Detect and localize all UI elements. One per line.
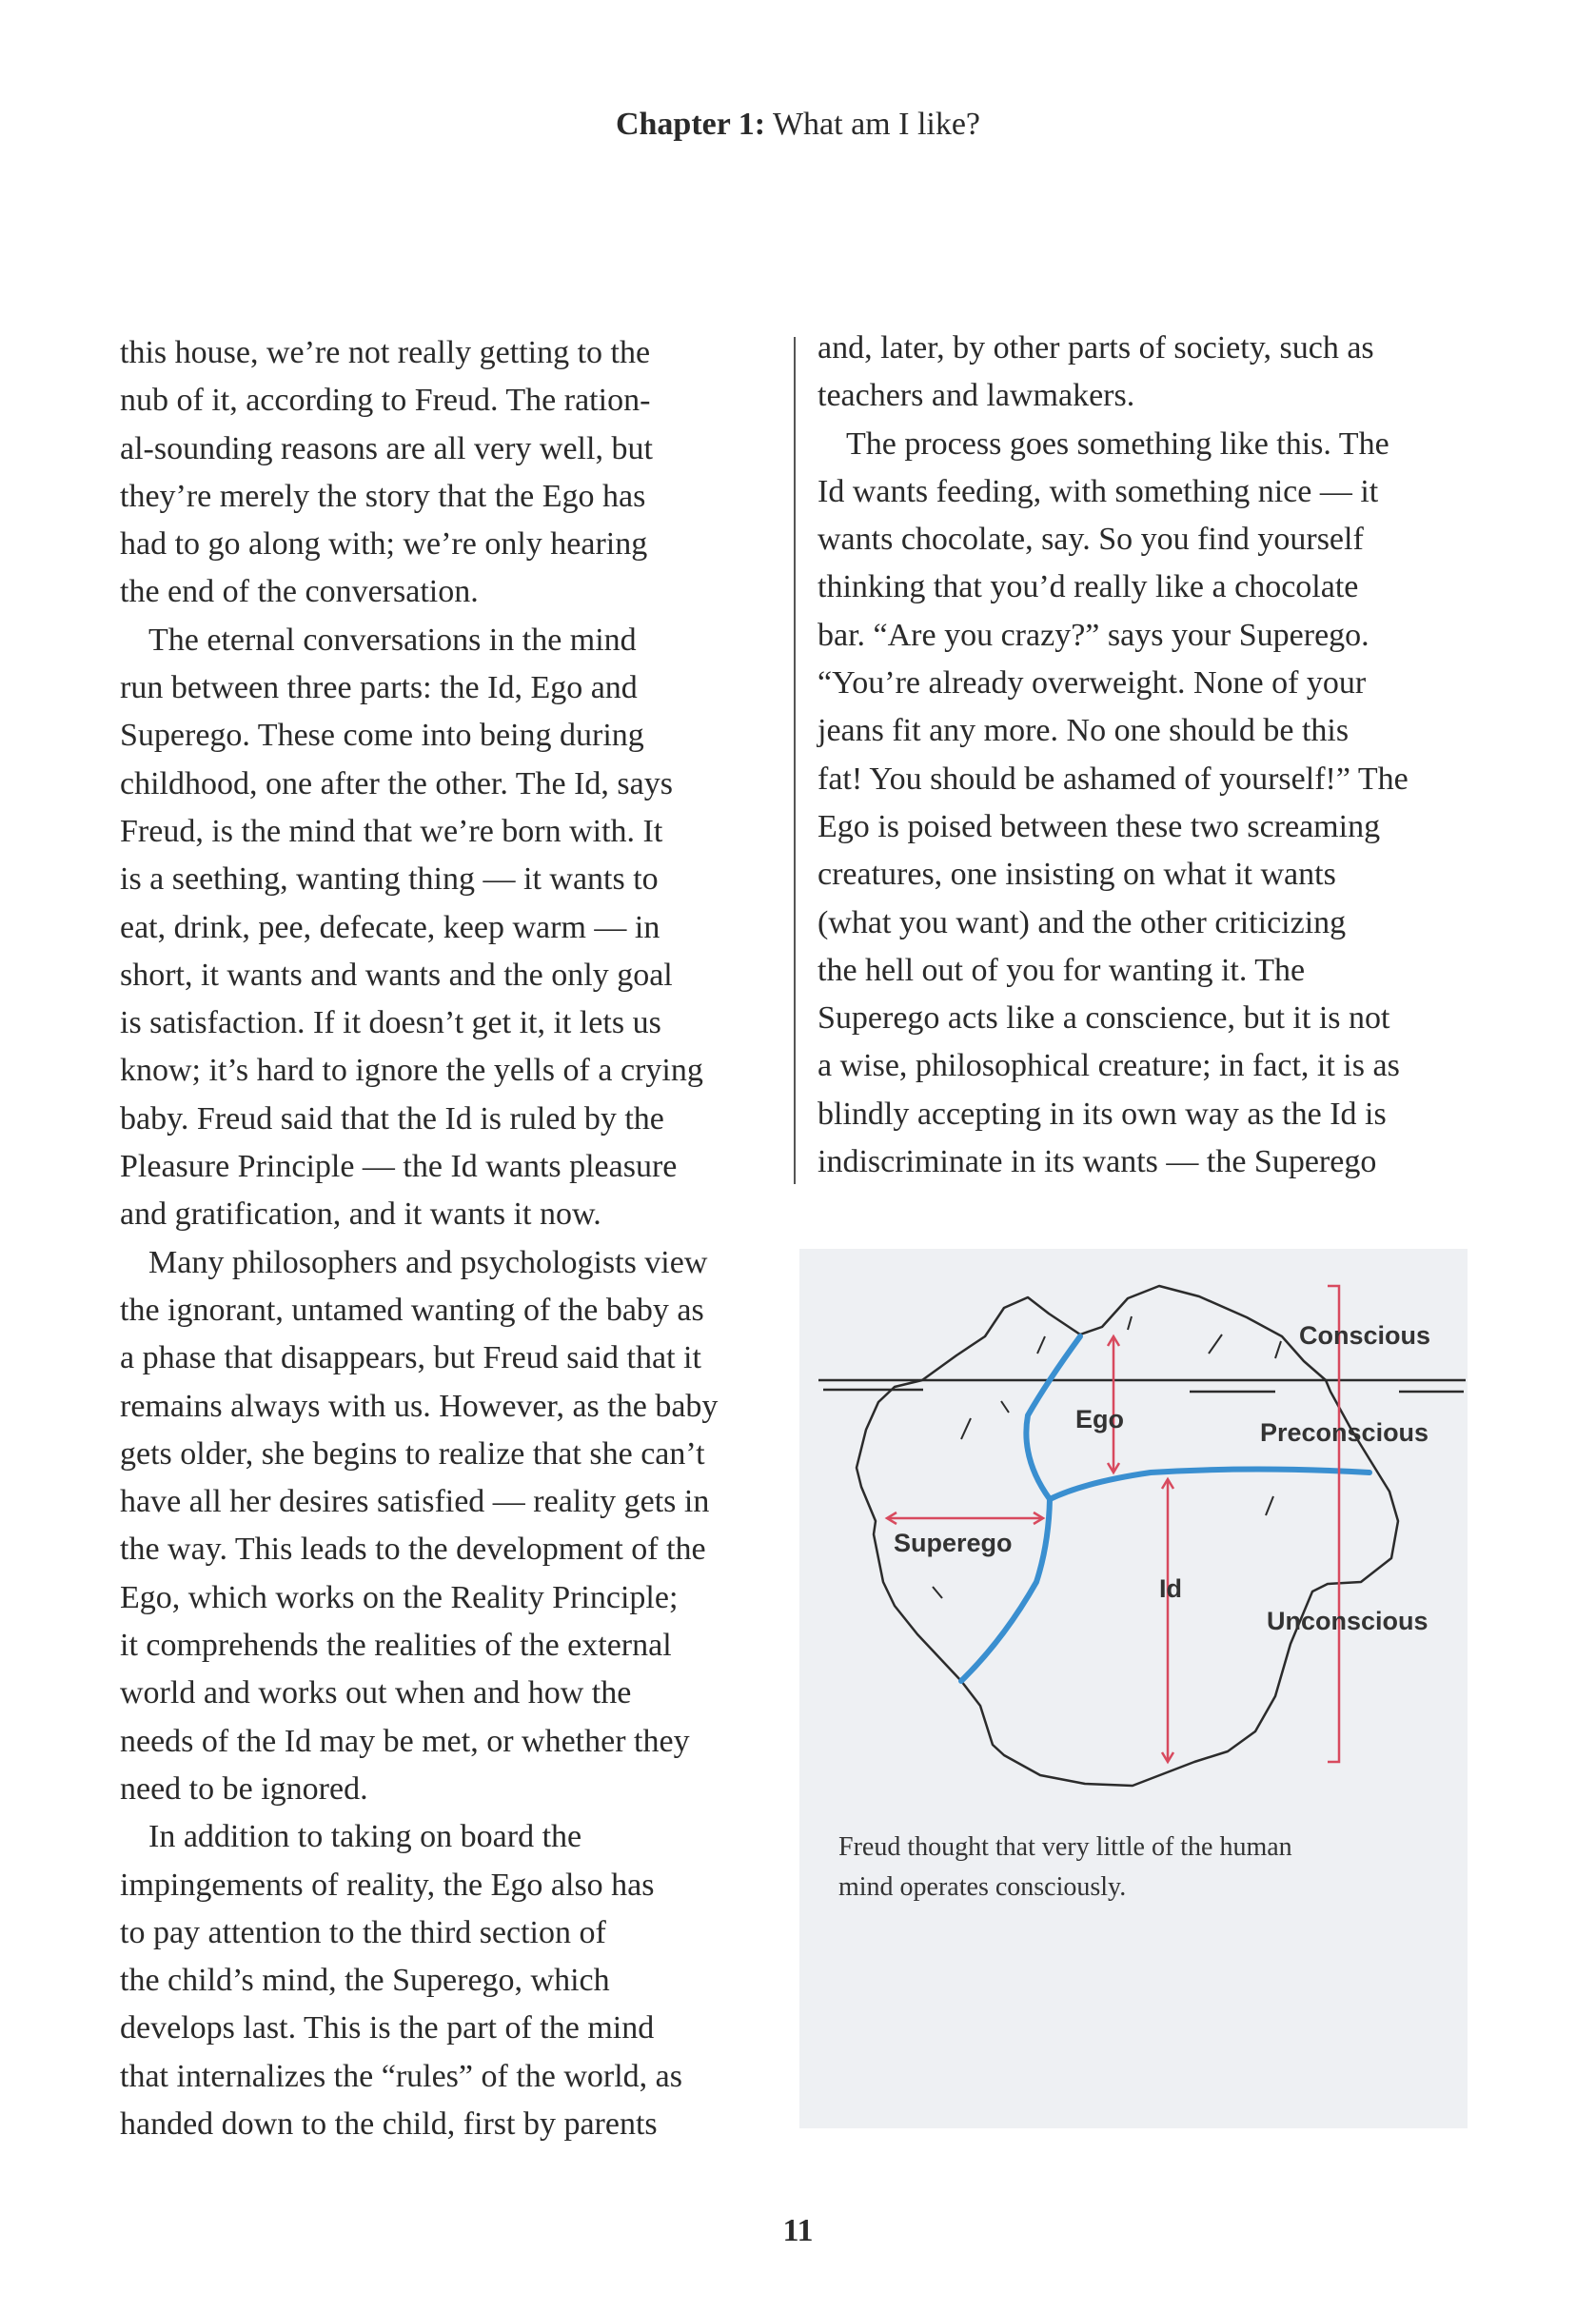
level-bracket — [1328, 1286, 1339, 1762]
chapter-title: What am I like? — [772, 107, 981, 142]
page-number: 11 — [782, 2213, 814, 2248]
label-conscious: Conscious — [1299, 1321, 1431, 1350]
text-line: baby. Freud said that the Id is ruled by the — [120, 1100, 664, 1137]
text-line: “You’re already overweight. None of your — [818, 665, 1367, 702]
text-line: In addition to taking on board the — [148, 1819, 582, 1855]
text-line: bar. “Are you crazy?” says your Superego. — [818, 617, 1369, 653]
iceberg-diagram — [799, 1249, 1468, 2128]
text-line: and gratification, and it wants it now. — [120, 1196, 601, 1233]
text-line: handed down to the child, first by parents — [120, 2105, 658, 2142]
text-line: childhood, one after the other. The Id, says — [120, 765, 673, 801]
text-line: Superego. These come into being during — [120, 718, 644, 754]
label-superego: Superego — [894, 1529, 1013, 1557]
column-divider — [794, 337, 796, 1184]
text-line: blindly accepting in its own way as the Id is — [818, 1096, 1387, 1132]
chapter-number: Chapter 1: — [615, 107, 766, 142]
text-line: (what you want) and the other criticizing — [818, 904, 1347, 940]
text-line: and, later, by other parts of society, such as — [818, 330, 1374, 366]
text-line: Superego acts like a conscience, but it is not — [818, 1000, 1390, 1037]
figure-caption — [838, 1828, 1292, 1908]
text-line: nub of it, according to Freud. The ration- — [120, 383, 651, 419]
text-line: Id wants feeding, with something nice — it — [818, 473, 1379, 509]
label-ego: Ego — [1075, 1405, 1124, 1433]
text-line: Pleasure Principle — the Id wants pleasure — [120, 1149, 678, 1185]
text-line: to pay attention to the third section of — [120, 1914, 606, 1950]
text-line: this house, we’re not really getting to the — [120, 335, 651, 370]
text-line: the end of the conversation. — [120, 574, 479, 610]
caption-line: Freud thought that very little of the human — [838, 1832, 1292, 1862]
text-line: need to be ignored. — [120, 1770, 368, 1807]
text-line: needs of the Id may be met, or whether they — [120, 1723, 690, 1759]
text-line: creatures, one insisting on what it wants — [818, 857, 1336, 893]
text-line: Many philosophers and psychologists view — [148, 1244, 708, 1280]
running-header — [0, 107, 1596, 143]
text-line: indiscriminate in its wants — the Superego — [818, 1144, 1377, 1180]
text-line: The process goes something like this. The — [846, 425, 1389, 462]
text-line: know; it’s hard to ignore the yells of a crying — [120, 1053, 703, 1089]
text-line: the way. This leads to the development of the — [120, 1532, 706, 1568]
text-line: it comprehends the realities of the external — [120, 1628, 672, 1664]
label-id: Id — [1159, 1574, 1182, 1603]
text-line: gets older, she begins to realize that she can’t — [120, 1435, 705, 1472]
left-column-text — [120, 329, 718, 2148]
text-line: they’re merely the story that the Ego has — [120, 478, 646, 514]
text-line: is a seething, wanting thing — it wants to — [120, 861, 659, 898]
text-line: Ego, which works on the Reality Principle; — [120, 1579, 679, 1615]
text-line: is satisfaction. If it doesn’t get it, it lets us — [120, 1005, 661, 1041]
text-line: have all her desires satisfied — reality gets in — [120, 1484, 710, 1520]
text-line: jeans fit any more. No one should be this — [818, 713, 1350, 749]
text-line: impingements of reality, the Ego also has — [120, 1867, 655, 1903]
text-line: that internalizes the “rules” of the world, as — [120, 2058, 682, 2094]
text-line: al-sounding reasons are all very well, but — [120, 430, 653, 466]
caption-line: mind operates consciously. — [838, 1872, 1127, 1902]
text-line: teachers and lawmakers. — [818, 378, 1135, 414]
text-line: run between three parts: the Id, Ego and — [120, 670, 638, 706]
text-line: world and works out when and how the — [120, 1675, 632, 1711]
text-line: Ego is poised between these two screaming — [818, 808, 1381, 844]
text-line: the hell out of you for wanting it. The — [818, 952, 1306, 988]
text-line: a wise, philosophical creature; in fact, it is as — [818, 1048, 1400, 1084]
superego-ego-boundary — [961, 1336, 1080, 1681]
text-line: the ignorant, untamed wanting of the baby as — [120, 1292, 704, 1328]
text-line: fat! You should be ashamed of yourself!” The — [818, 761, 1409, 797]
label-preconscious: Preconscious — [1260, 1418, 1429, 1447]
text-line: short, it wants and wants and the only goal — [120, 957, 673, 993]
text-line: had to go along with; we’re only hearing — [120, 526, 648, 563]
text-line: the child’s mind, the Superego, which — [120, 1963, 610, 1999]
text-line: remains always with us. However, as the baby — [120, 1388, 719, 1424]
text-line: eat, drink, pee, defecate, keep warm — in — [120, 909, 660, 945]
ego-id-boundary — [1050, 1470, 1369, 1500]
text-line: a phase that disappears, but Freud said that it — [120, 1340, 701, 1376]
text-line: Freud, is the mind that we’re born with. It — [120, 813, 663, 849]
right-column-text — [818, 325, 1409, 1186]
label-unconscious: Unconscious — [1267, 1607, 1429, 1635]
iceberg-illustration — [799, 1249, 1468, 2128]
text-line: develops last. This is the part of the mind — [120, 2010, 655, 2046]
text-line: thinking that you’d really like a chocolate — [818, 569, 1359, 605]
text-line: The eternal conversations in the mind — [148, 622, 637, 658]
text-line: wants chocolate, say. So you find yourself — [818, 522, 1364, 558]
